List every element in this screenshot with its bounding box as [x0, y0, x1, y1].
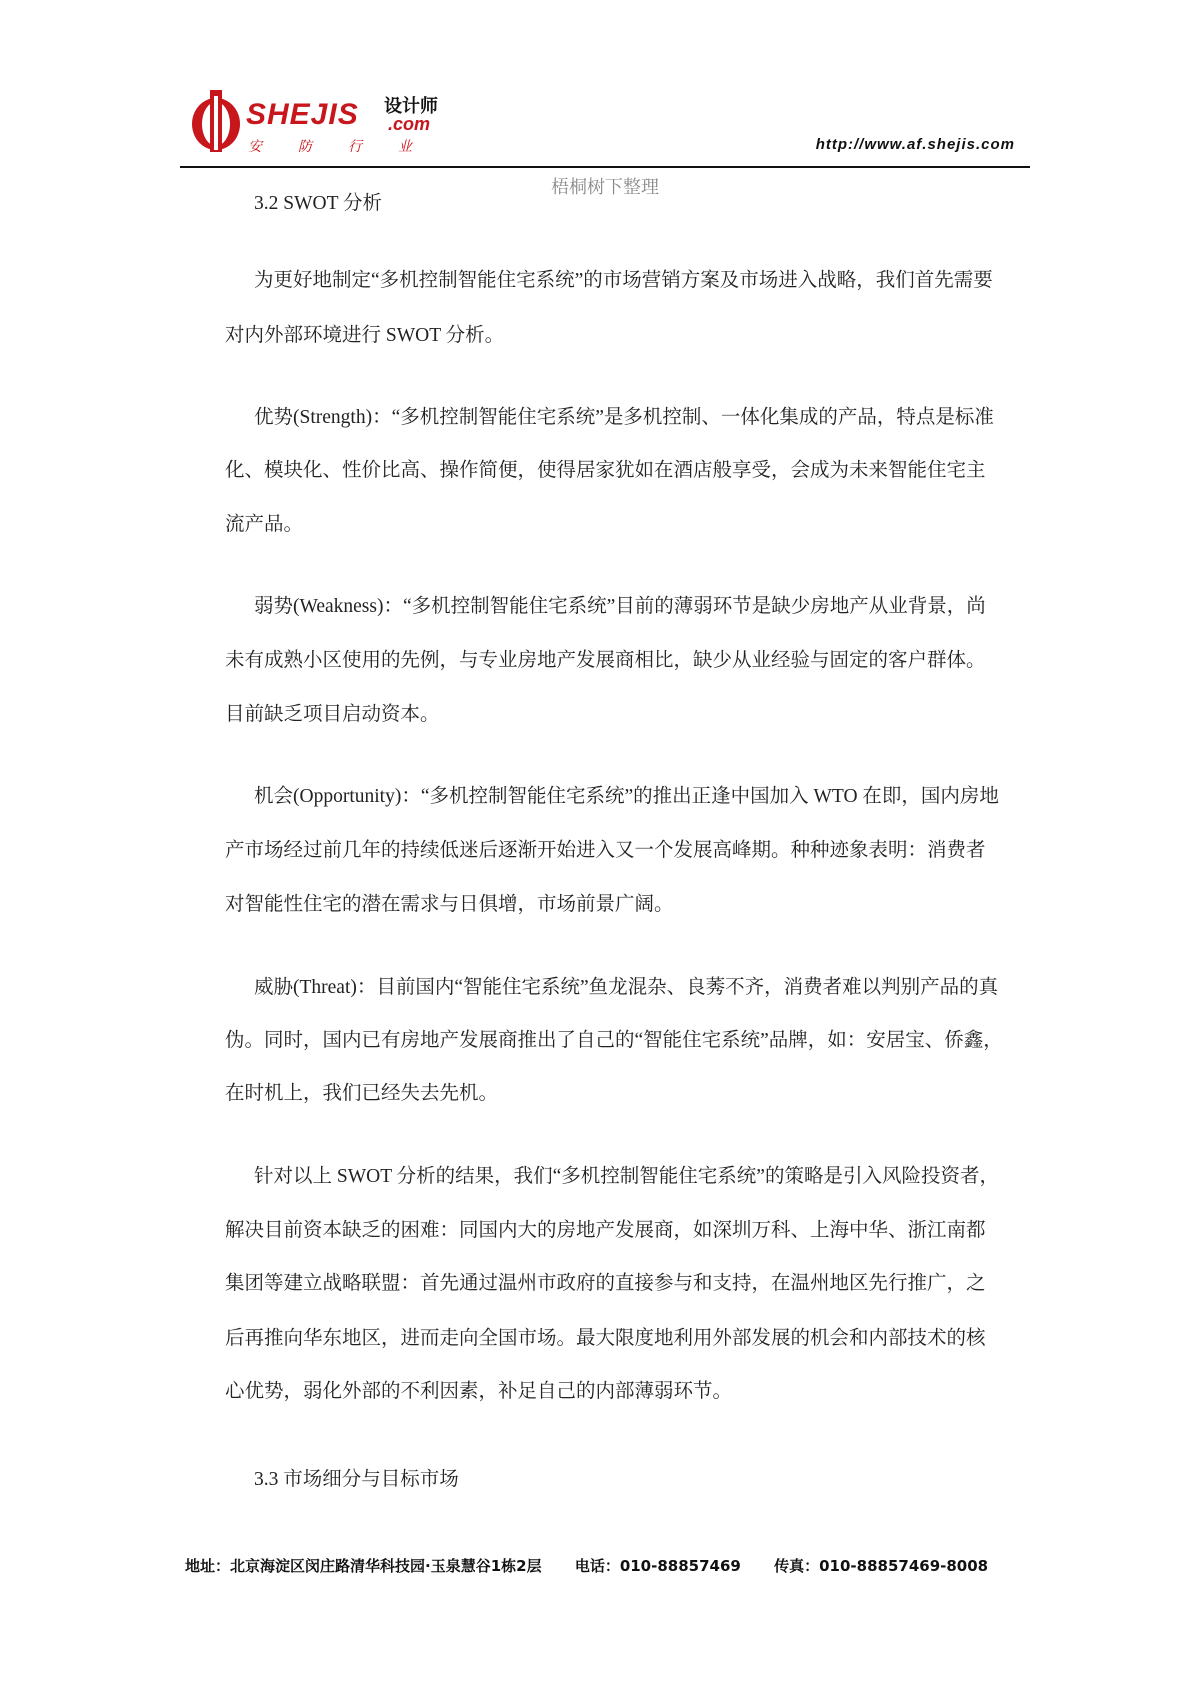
paragraph-line: 产市场经过前几年的持续低迷后逐渐开始进入又一个发展高峰期。种种迹象表明：消费者	[225, 840, 986, 861]
shejis-logo: SHEJIS 设计师 .com 安防行业	[188, 88, 438, 158]
footer-address: 地址：北京海淀区闵庄路清华科技园·玉泉慧谷1栋2层	[185, 1557, 542, 1575]
paragraph-line: 集团等建立战略联盟：首先通过温州市政府的直接参与和支持，在温州地区先行推广，之	[225, 1273, 986, 1294]
footer-fax: 传真：010-88857469-8008	[774, 1557, 989, 1575]
paragraph-line: 伪。同时，国内已有房地产发展商推出了自己的“智能住宅系统”品牌，如：安居宝、侨鑫，	[225, 1030, 1003, 1051]
paragraph-line: 为更好地制定“多机控制智能住宅系统”的市场营销方案及市场进入战略，我们首先需要	[254, 270, 993, 291]
page-footer	[185, 1555, 1016, 1576]
section-title: 3.2 SWOT 分析	[254, 193, 383, 214]
paragraph-line: 针对以上 SWOT 分析的结果，我们“多机控制智能住宅系统”的策略是引入风险投资者，	[254, 1166, 999, 1187]
paragraph-line: 目前缺乏项目启动资本。	[225, 704, 440, 725]
paragraph-line: 解决目前资本缺乏的困难：同国内大的房地产发展商，如深圳万科、上海中华、浙江南都	[225, 1220, 986, 1241]
paragraph-line: 对内外部环境进行 SWOT 分析。	[225, 325, 505, 346]
paragraph-line: 优势(Strength)：“多机控制智能住宅系统”是多机控制、一体化集成的产品，特点是标准	[254, 407, 994, 428]
watermark: 梧桐树下整理	[551, 177, 659, 197]
paragraph-line: 流产品。	[225, 514, 304, 535]
header-divider	[180, 166, 1030, 168]
paragraph-line: 后再推向华东地区，进而走向全国市场。最大限度地利用外部发展的机会和内部技术的核	[225, 1328, 986, 1349]
paragraph-line: 未有成熟小区使用的先例，与专业房地产发展商相比，缺少从业经验与固定的客户群体。	[225, 650, 986, 671]
paragraph-line: 化、模块化、性价比高、操作简便，使得居家犹如在酒店般享受，会成为未来智能住宅主	[225, 460, 986, 481]
paragraph-line: 机会(Opportunity)：“多机控制智能住宅系统”的推出正逢中国加入 WTO 在即，国内房地	[254, 786, 999, 807]
site-url-link[interactable]: http://www.af.shejis.com	[815, 136, 1015, 153]
paragraph-line: 威胁(Threat)：目前国内“智能住宅系统”鱼龙混杂、良莠不齐，消费者难以判别产品的真	[254, 977, 999, 998]
paragraph-line: 对智能性住宅的潜在需求与日俱增，市场前景广阔。	[225, 894, 674, 915]
paragraph-line: 在时机上，我们已经失去先机。	[225, 1083, 499, 1104]
footer-phone: 电话：010-88857469	[574, 1557, 741, 1575]
logo-emblem-icon	[188, 88, 244, 154]
paragraph-line: 心优势，弱化外部的不利因素，补足自己的内部薄弱环节。	[225, 1381, 733, 1402]
paragraph-line: 弱势(Weakness)：“多机控制智能住宅系统”目前的薄弱环节是缺少房地产从业背景，尚	[254, 596, 986, 617]
next-section-title: 3.3 市场细分与目标市场	[254, 1469, 459, 1490]
